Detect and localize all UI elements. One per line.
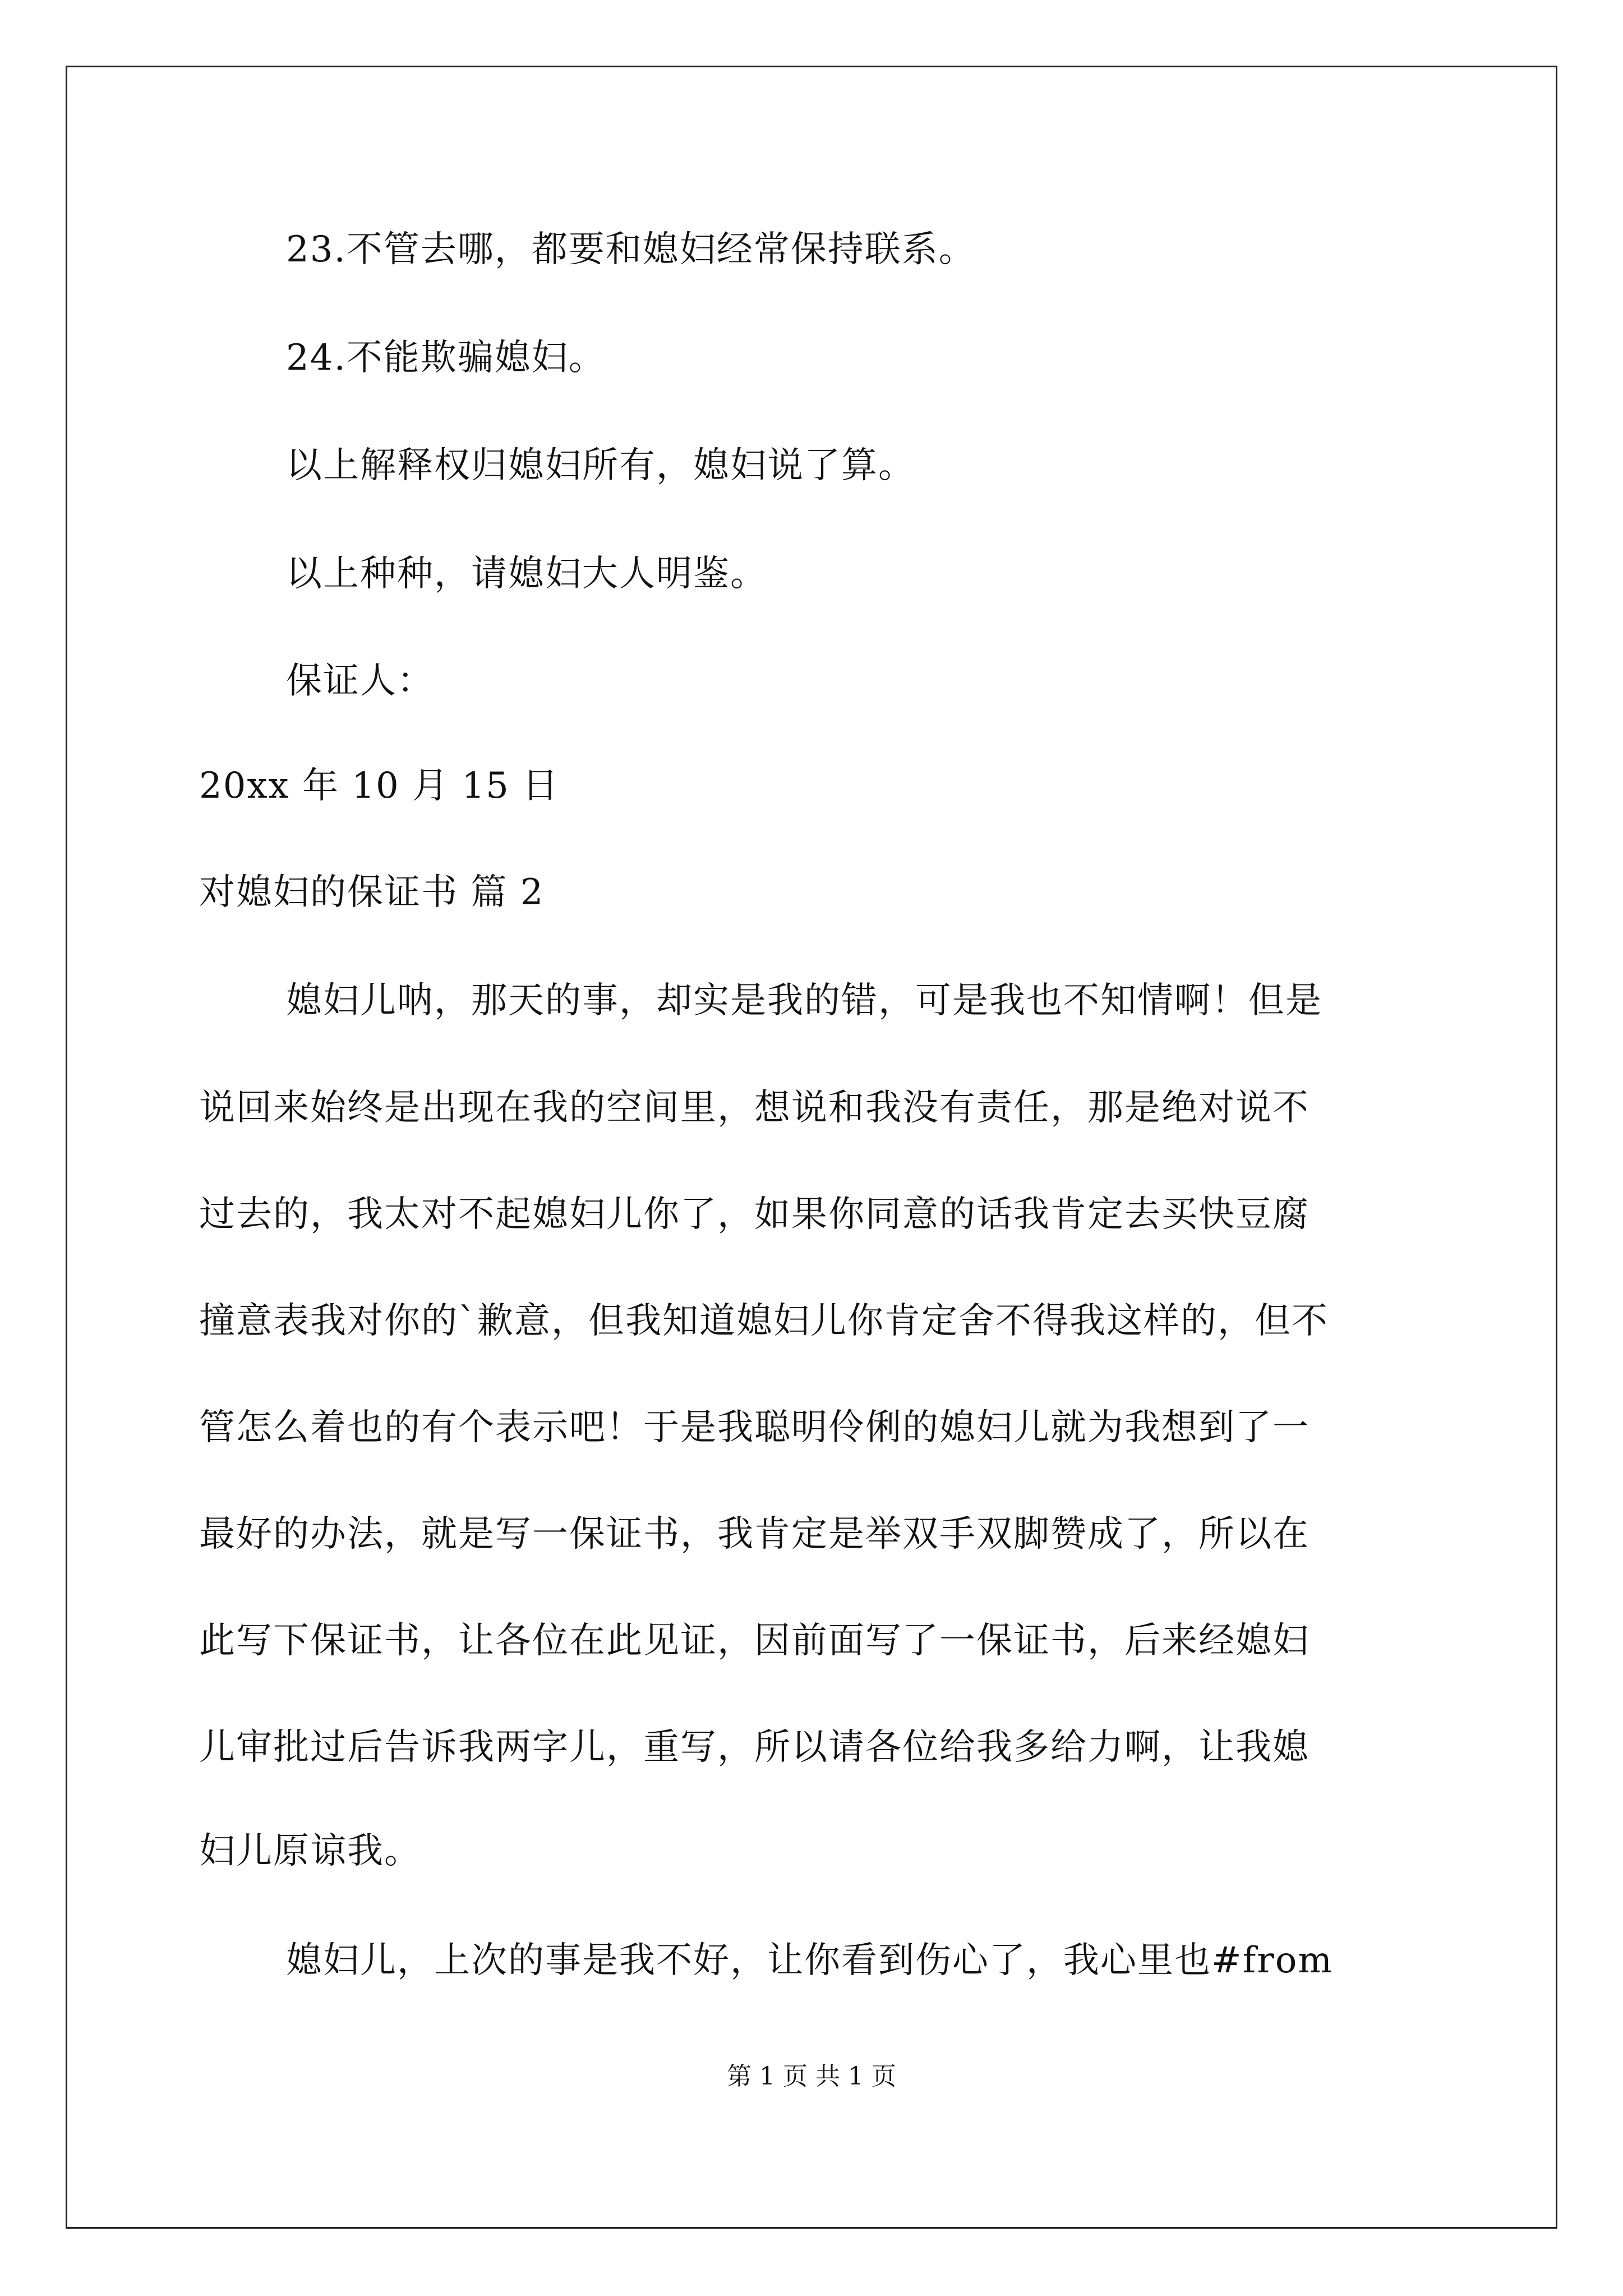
date-line: 20xx 年 10 月 15 日 [199,765,560,807]
paragraph-line-8: 儿审批过后告诉我两字儿，重写，所以请各位给我多给力啊，让我媳 [199,1727,1310,1768]
section-heading: 对媳妇的保证书 篇 2 [199,872,545,913]
paragraph-line-6: 最好的办法，就是写一保证书，我肯定是举双手双脚赞成了，所以在 [199,1513,1310,1555]
document-body [199,0,1433,2296]
text-line-1: 23.不管去哪，都要和媳妇经常保持联系。 [286,229,976,270]
paragraph-line-10: 媳妇儿，上次的事是我不好，让你看到伤心了，我心里也#from [286,1940,1334,1981]
text-line-3: 以上解释权归媳妇所有，媳妇说了算。 [286,445,915,486]
signatory-label: 保证人： [286,660,434,702]
page-number-footer: 第 1 页 共 1 页 [727,2062,896,2091]
paragraph-line-1: 媳妇儿呐，那天的事，却实是我的错，可是我也不知情啊！但是 [286,980,1322,1022]
paragraph-line-4: 撞意表我对你的`歉意，但我知道媳妇儿你肯定舍不得我这样的，但不 [199,1300,1329,1342]
text-line-4: 以上种种，请媳妇大人明鉴。 [286,553,767,595]
paragraph-line-5: 管怎么着也的有个表示吧！于是我聪明伶俐的媳妇儿就为我想到了一 [199,1407,1310,1448]
paragraph-line-9: 妇儿原谅我。 [199,1830,421,1872]
paragraph-line-7: 此写下保证书，让各位在此见证，因前面写了一保证书，后来经媳妇 [199,1620,1310,1662]
paragraph-line-2: 说回来始终是出现在我的空间里，想说和我没有责任，那是绝对说不 [199,1087,1310,1129]
paragraph-line-3: 过去的，我太对不起媳妇儿你了，如果你同意的话我肯定去买快豆腐 [199,1194,1310,1235]
text-line-2: 24.不能欺骗媳妇。 [286,337,606,379]
